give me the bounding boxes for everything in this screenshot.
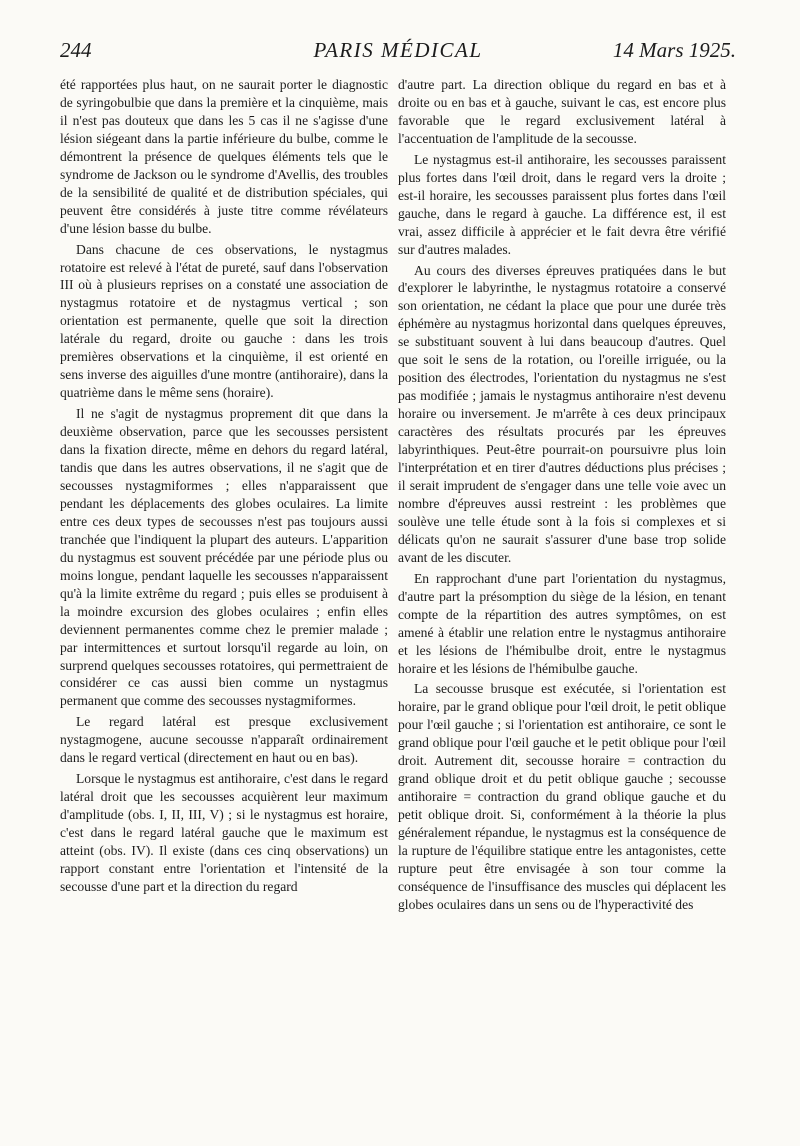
paragraph: été rapportées plus haut, on ne saurait porter le diagnostic de syringobulbie que dans la première et la cinquième, mais il n'est pas douteux que dans les 5 cas il ne s'agisse d'une lésion siégeant dans la partie inférieure du bulbe, comme le démontrent la présence de quelques éléments tels que le syndrome de Jackson ou le syndrome d'Avellis, des troubles de la sensibilité de qualité et de distribution spéciales, qui peuvent être considérés à juste titre comme révélateurs d'une lésion basse du bulbe. bbox=[60, 77, 388, 236]
paragraph: En rapprochant d'une part l'orientation du nystagmus, d'autre part la présomption du siège de la lésion, en tenant compte de la répartition des autres symptômes, on est amené à établir une relation entre le nystagmus antihoraire et les lésions de l'hémibulbe droit, entre le nystagmus horaire et les lésions de l'hémibulbe gauche. bbox=[398, 570, 726, 676]
running-header bbox=[60, 38, 736, 70]
paragraph: Le regard latéral est presque exclusivement nystagmogene, aucune secousse n'apparaît ordinairement dans le regard vertical (directement en haut ou en bas). bbox=[60, 714, 388, 766]
page-number: 244 bbox=[60, 38, 92, 62]
paragraph: Dans chacune de ces observations, le nystagmus rotatoire est relevé à l'état de pureté, sauf dans l'observation III où à plusieurs reprises on a constaté une association de nystagmus rotatoire et de nystagmus vertical ; son orientation est permanente, quelle que soit la direction latérale du regard, droite ou gauche : dans les trois premières observations et la cinquième, il est orienté en sens inverse des aiguilles d'une montre (antihoraire), dans la quatrième dans le même sens (horaire). bbox=[60, 241, 388, 401]
paragraph: Au cours des diverses épreuves pratiquées dans le but d'explorer le labyrinthe, le nystagmus rotatoire a conservé son orientation, ne cédant la place que pour une durée très éphémère au nystagmus horizontal dans quelques épreuves, se substituant souvent à lui dans beaucoup d'autres. Quel que soit le sens de la rotation, ou l'oreille irriguée, ou la position des électrodes, l'orientation du nystagmus ne s'est pas modifiée ; jamais le nystagmus antihoraire n'est devenu horaire ou inversement. Je m'arrête à ces deux principaux caractères des résultats procurés par les épreuves labyrinthiques. Peut-être pourrait-on poursuivre plus loin l'interprétation et en tirer d'autres déductions plus précises ; il serait imprudent de s'engager dans une telle voie avec un nombre d'épreuves aussi restreint : les problèmes que soulève une telle étude sont à la fois si complexes et si délicats qu'on ne saurait s'assurer d'une base trop solide avant de les discuter. bbox=[398, 262, 726, 565]
journal-title: PARIS MÉDICAL bbox=[313, 38, 483, 62]
right-column bbox=[398, 76, 726, 917]
left-column bbox=[60, 76, 388, 899]
paragraph: Il ne s'agit de nystagmus proprement dit que dans la deuxième observation, parce que les secousses persistent dans la fixation directe, même en dehors du regard latéral, tandis que dans les autres observations, il ne s'agit que de secousses nystagmiformes ; elles n'apparaissent que pendant les déplacements des globes oculaires. La limite entre ces deux types de secousses n'est pas toujours aussi tranchée que l'indiquent la plupart des auteurs. L'apparition du nystagmus est souvent précédée par une période plus ou moins longue, pendant laquelle les secousses n'apparaissent qu'à la limite extrême du regard ; puis elles se produisent à la moindre excursion des globes oculaires ; enfin elles deviennent permanentes comme chez le premier malade ; par intermittences et surtout lorsqu'il regarde au loin, on surprend quelques secousses rotatoires, qui permettraient de considérer ce cas aussi bien comme un nystagmus permanent que comme des secousses nystagmiformes. bbox=[60, 406, 388, 709]
issue-date: 14 Mars 1925. bbox=[612, 38, 736, 62]
paragraph: La secousse brusque est exécutée, si l'orientation est horaire, par le grand oblique pour l'œil droit, le petit oblique pour l'œil gauche ; si l'orientation est antihoraire, ce sont le grand oblique pour l'œil gauche et le petit oblique pour l'œil droit. Autrement dit, secousse horaire = contraction du grand oblique droit et du petit oblique gauche ; secousse antihoraire = contraction du grand oblique gauche et du petit oblique droit. Si, conformément à la théorie la plus généralement répandue, le nystagmus est la conséquence de la rupture de l'équilibre statique entre les antagonistes, cette rupture peut être envisagée à son tour comme la conséquence de l'insuffisance des muscles qui déplacent les globes oculaires dans un sens ou de l'hyperactivité des bbox=[398, 681, 726, 912]
paragraph: Lorsque le nystagmus est antihoraire, c'est dans le regard latéral droit que les secousses acquièrent leur maximum d'amplitude (obs. I, II, III, V) ; si le nystagmus est horaire, c'est dans le regard latéral gauche que le maximum est atteint (obs. IV). Il existe (dans ces cinq observations) un rapport constant entre l'orientation et l'intensité de la secousse d'une part et la direction du regard bbox=[60, 771, 388, 894]
paragraph: d'autre part. La direction oblique du regard en bas et à droite ou en bas et à gauche, suivant le cas, est encore plus favorable que le regard exclusivement latéral à l'accentuation de l'amplitude de la secousse. bbox=[398, 77, 726, 146]
paragraph: Le nystagmus est-il antihoraire, les secousses paraissent plus fortes dans l'œil droit, dans le regard vers la droite ; est-il horaire, les secousses paraissent plus fortes dans l'œil gauche, dans le regard à gauche. La différence est, il est vrai, assez difficile à apprécier et le fait devra être vérifié sur d'autres malades. bbox=[398, 151, 726, 257]
